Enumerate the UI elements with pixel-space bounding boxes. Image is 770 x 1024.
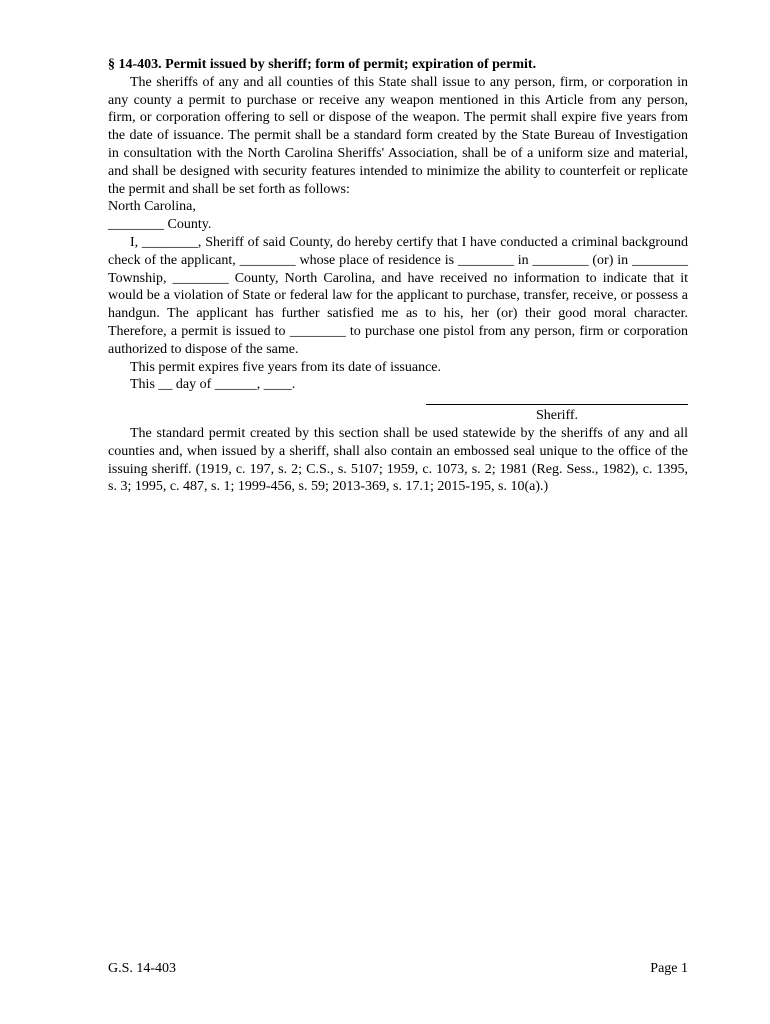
signature-line	[426, 404, 688, 405]
section-heading: § 14-403. Permit issued by sheriff; form of permit; expiration of permit.	[108, 57, 537, 72]
signature-block	[426, 404, 688, 425]
paragraph-statewide-and-history: The standard permit created by this section shall be used statewide by the sheriffs of any and all counties and, when issued by a sheriff, shall also contain an embossed seal unique to the office of the issuing sheriff. (1919, c. 197, s. 2; C.S., s. 5107; 1959, c. 1073, s. 2; 1981 (Reg. Sess., 1982), c. 1395, s. 3; 1995, c. 487, s. 1; 1999-456, s. 59; 2013-369, s. 17.1; 2015-195, s. 10(a).)	[108, 425, 688, 495]
signature-label: Sheriff.	[535, 408, 579, 424]
paragraph-intro: The sheriffs of any and all counties of this State shall issue to any person, firm, or corporation in any county a permit to purchase or receive any weapon mentioned in this Article from any person, firm, or corporation offering to sell or dispose of the weapon. The permit shall expire five years from the date of issuance. The permit shall be a standard form created by the State Bureau of Investigation in consultation with the North Carolina Sheriffs' Association, shall be of a uniform size and material, and shall be designed with security features intended to minimize the ability to counterfeit or replicate the permit and shall be set forth as follows:	[108, 74, 688, 197]
form-certification-paragraph: I, ________, Sheriff of said County, do hereby certify that I have conducted a criminal background check of the applicant, ________ whose place of residence is ________ in ________ (or) in ________ Township, ________ County, North Carolina, and have received no information to indicate that it would be a violation of State or federal law for the applicant to purchase, transfer, receive, or possess a handgun. The applicant has further satisfied me as to his, her (or) their good moral character. Therefore, a permit is issued to ________ to purchase one pistol from any person, firm or corporation authorized to dispose of the same.	[108, 234, 688, 357]
form-county-line: ________ County.	[108, 217, 212, 233]
footer-page-number: Page 1	[650, 961, 688, 976]
footer-statute-reference: G.S. 14-403	[108, 961, 177, 976]
form-expiry-line: This permit expires five years from its date of issuance.	[130, 359, 442, 375]
form-date-line: This __ day of ______, ____.	[130, 377, 296, 393]
document-body	[108, 56, 688, 496]
form-state-line: North Carolina,	[108, 199, 196, 215]
